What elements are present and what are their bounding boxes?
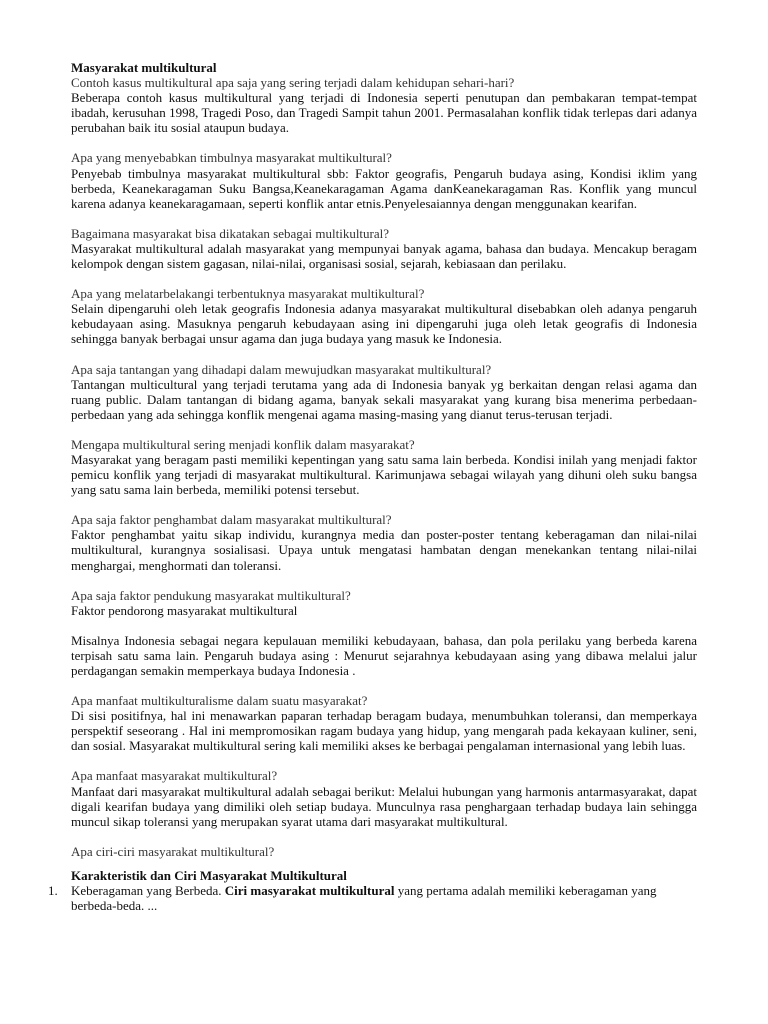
list-item: [48, 883, 697, 914]
question: Mengapa multikultural sering menjadi konflik dalam masyarakat?: [71, 436, 415, 452]
spacer: [71, 347, 697, 362]
question: Apa manfaat multikulturalisme dalam suatu masyarakat?: [71, 693, 368, 709]
question: Apa yang menyebabkan timbulnya masyarakat multikultural?: [71, 150, 392, 166]
question: Apa saja tantangan yang dihadapi dalam mewujudkan masyarakat multikultural?: [71, 361, 492, 377]
spacer: [71, 753, 697, 768]
list-number: 1.: [48, 883, 58, 899]
spacer: [71, 829, 697, 844]
spacer: [71, 678, 697, 693]
example-paragraph: Misalnya Indonesia sebagai negara kepulauan memiliki kebudayaan, bahasa, dan pola perilaku yang berbeda karena terpisah satu sama lain. Pengaruh budaya asing : Menurut sejarahnya kebudayaan asing yang dibawa melalui jalur perdagangan semakin memperkaya budaya Indonesia .: [71, 632, 697, 678]
list-item-lead: Keberagaman yang Berbeda.: [71, 883, 222, 899]
spacer: [71, 211, 697, 226]
list-item-rest: yang pertama adalah memiliki keberagaman yang berbeda-beda. ...: [71, 883, 657, 914]
answer: Beberapa contoh kasus multikultural yang terjadi di Indonesia seperti penutupan dan pembakaran tempat-tempat ibadah, kerusuhan 1998, Tragedi Poso, dan Tragedi Sampit tahun 2001. Permasalahan konflik tidak terlepas dari adanya perubahan baik itu sosial ataupun budaya.: [71, 90, 697, 136]
question: Apa saja faktor penghambat dalam masyarakat multikultural?: [71, 512, 392, 528]
spacer: [71, 422, 697, 437]
question: Apa manfaat masyarakat multikultural?: [71, 768, 278, 784]
answer: Tantangan multicultural yang terjadi terutama yang ada di Indonesia banyak yg berkaitan dengan relasi agama dan ruang public. Dalam tantangan di bidang agama, banyak sekali masyarakat yang kurang bisa menerima perbedaan-perbedaan yang ada sehingga konflik mengenai agama masing-masing yang dianut terus-terusan terjadi.: [71, 376, 697, 422]
answer: Faktor penghambat yaitu sikap individu, kurangnya media dan poster-poster tentang keberagaman dan nilai-nilai multikultural, kurangnya sosialisasi. Upaya untuk mengatasi hambatan dengan menekankan tentang nilai-nilai menghargai, menghormati dan toleransi.: [71, 527, 697, 573]
characteristics-heading: Karakteristik dan Ciri Masyarakat Multikultural: [71, 867, 347, 883]
spacer: [71, 859, 697, 868]
answer: Di sisi positifnya, hal ini menawarkan paparan terhadap beragam budaya, menumbuhkan toleransi, dan memperkaya perspektif seseorang . Hal ini mempromosikan ragam budaya yang hidup, yang mengarah pada kekayaan kuliner, seni, dan sosial. Masyarakat multikultural sering kali memiliki akses ke berbagai pengalaman internasional yang lebih luas.: [71, 708, 697, 754]
answer: Masyarakat multikultural adalah masyarakat yang mempunyai banyak agama, bahasa dan budaya. Mencakup beragam kelompok dengan sistem gagasan, nilai-nilai, organisasi sosial, sejarah, kebiasaan dan perilaku.: [71, 240, 697, 272]
question: Contoh kasus multikultural apa saja yang sering terjadi dalam kehidupan sehari-hari?: [71, 75, 515, 91]
characteristics-list: [48, 883, 697, 914]
answer: Selain dipengaruhi oleh letak geografis Indonesia adanya masyarakat multikultural disebabkan oleh adanya pengaruh kebudayaan asing. Masuknya pengaruh kebudayaan asing ini dipengaruhi juga oleh letak geografis di Indonesia sehingga banyak berbagai unsur agama dan juga budaya yang masuk ke Indonesia.: [71, 301, 697, 347]
question: Apa saja faktor pendukung masyarakat multikultural?: [71, 587, 351, 603]
list-item-bold: Ciri masyarakat multikultural: [224, 883, 395, 899]
document-title: Masyarakat multikultural: [71, 60, 217, 75]
answer: Manfaat dari masyarakat multikultural adalah sebagai berikut: Melalui hubungan yang harmonis antarmasyarakat, dapat digali kearifan budaya yang dimiliki oleh setiap budaya. Munculnya rasa penghargaan terhadap budaya lain sehingga muncul sikap toleransi yang merupakan syarat utama dari masyarakat multikultural.: [71, 783, 697, 829]
question: Apa yang melatarbelakangi terbentuknya masyarakat multikultural?: [71, 286, 425, 302]
answer: Faktor pendorong masyarakat multikultural: [71, 602, 298, 618]
spacer: [71, 271, 697, 286]
question: Apa ciri-ciri masyarakat multikultural?: [71, 843, 275, 859]
answer: Masyarakat yang beragam pasti memiliki kepentingan yang satu sama lain berbeda. Kondisi inilah yang menjadi faktor pemicu konflik yang terjadi di masyarakat multikultural. Karimunjawa sebagai wilayah yang dihuni oleh suku bangsa yang satu sama lain berbeda, memiliki potensi tersebut.: [71, 451, 697, 498]
question: Bagaimana masyarakat bisa dikatakan sebagai multikultural?: [71, 225, 390, 241]
spacer: [71, 135, 697, 150]
spacer: [71, 497, 697, 512]
spacer: [71, 573, 697, 588]
spacer: [71, 618, 697, 633]
answer: Penyebab timbulnya masyarakat multikultural sbb: Faktor geografis, Pengaruh budaya asing, Kondisi iklim yang berbeda, Keanekaragaman Suku Bangsa,Keanekaragaman Agama danKeanekaragaman Ras. Konflik yang muncul karena adanya keanekaragamaan, seperti konflik antar etnis.Penyelesaiannya dengan menggunakan kearifan.: [71, 165, 697, 211]
